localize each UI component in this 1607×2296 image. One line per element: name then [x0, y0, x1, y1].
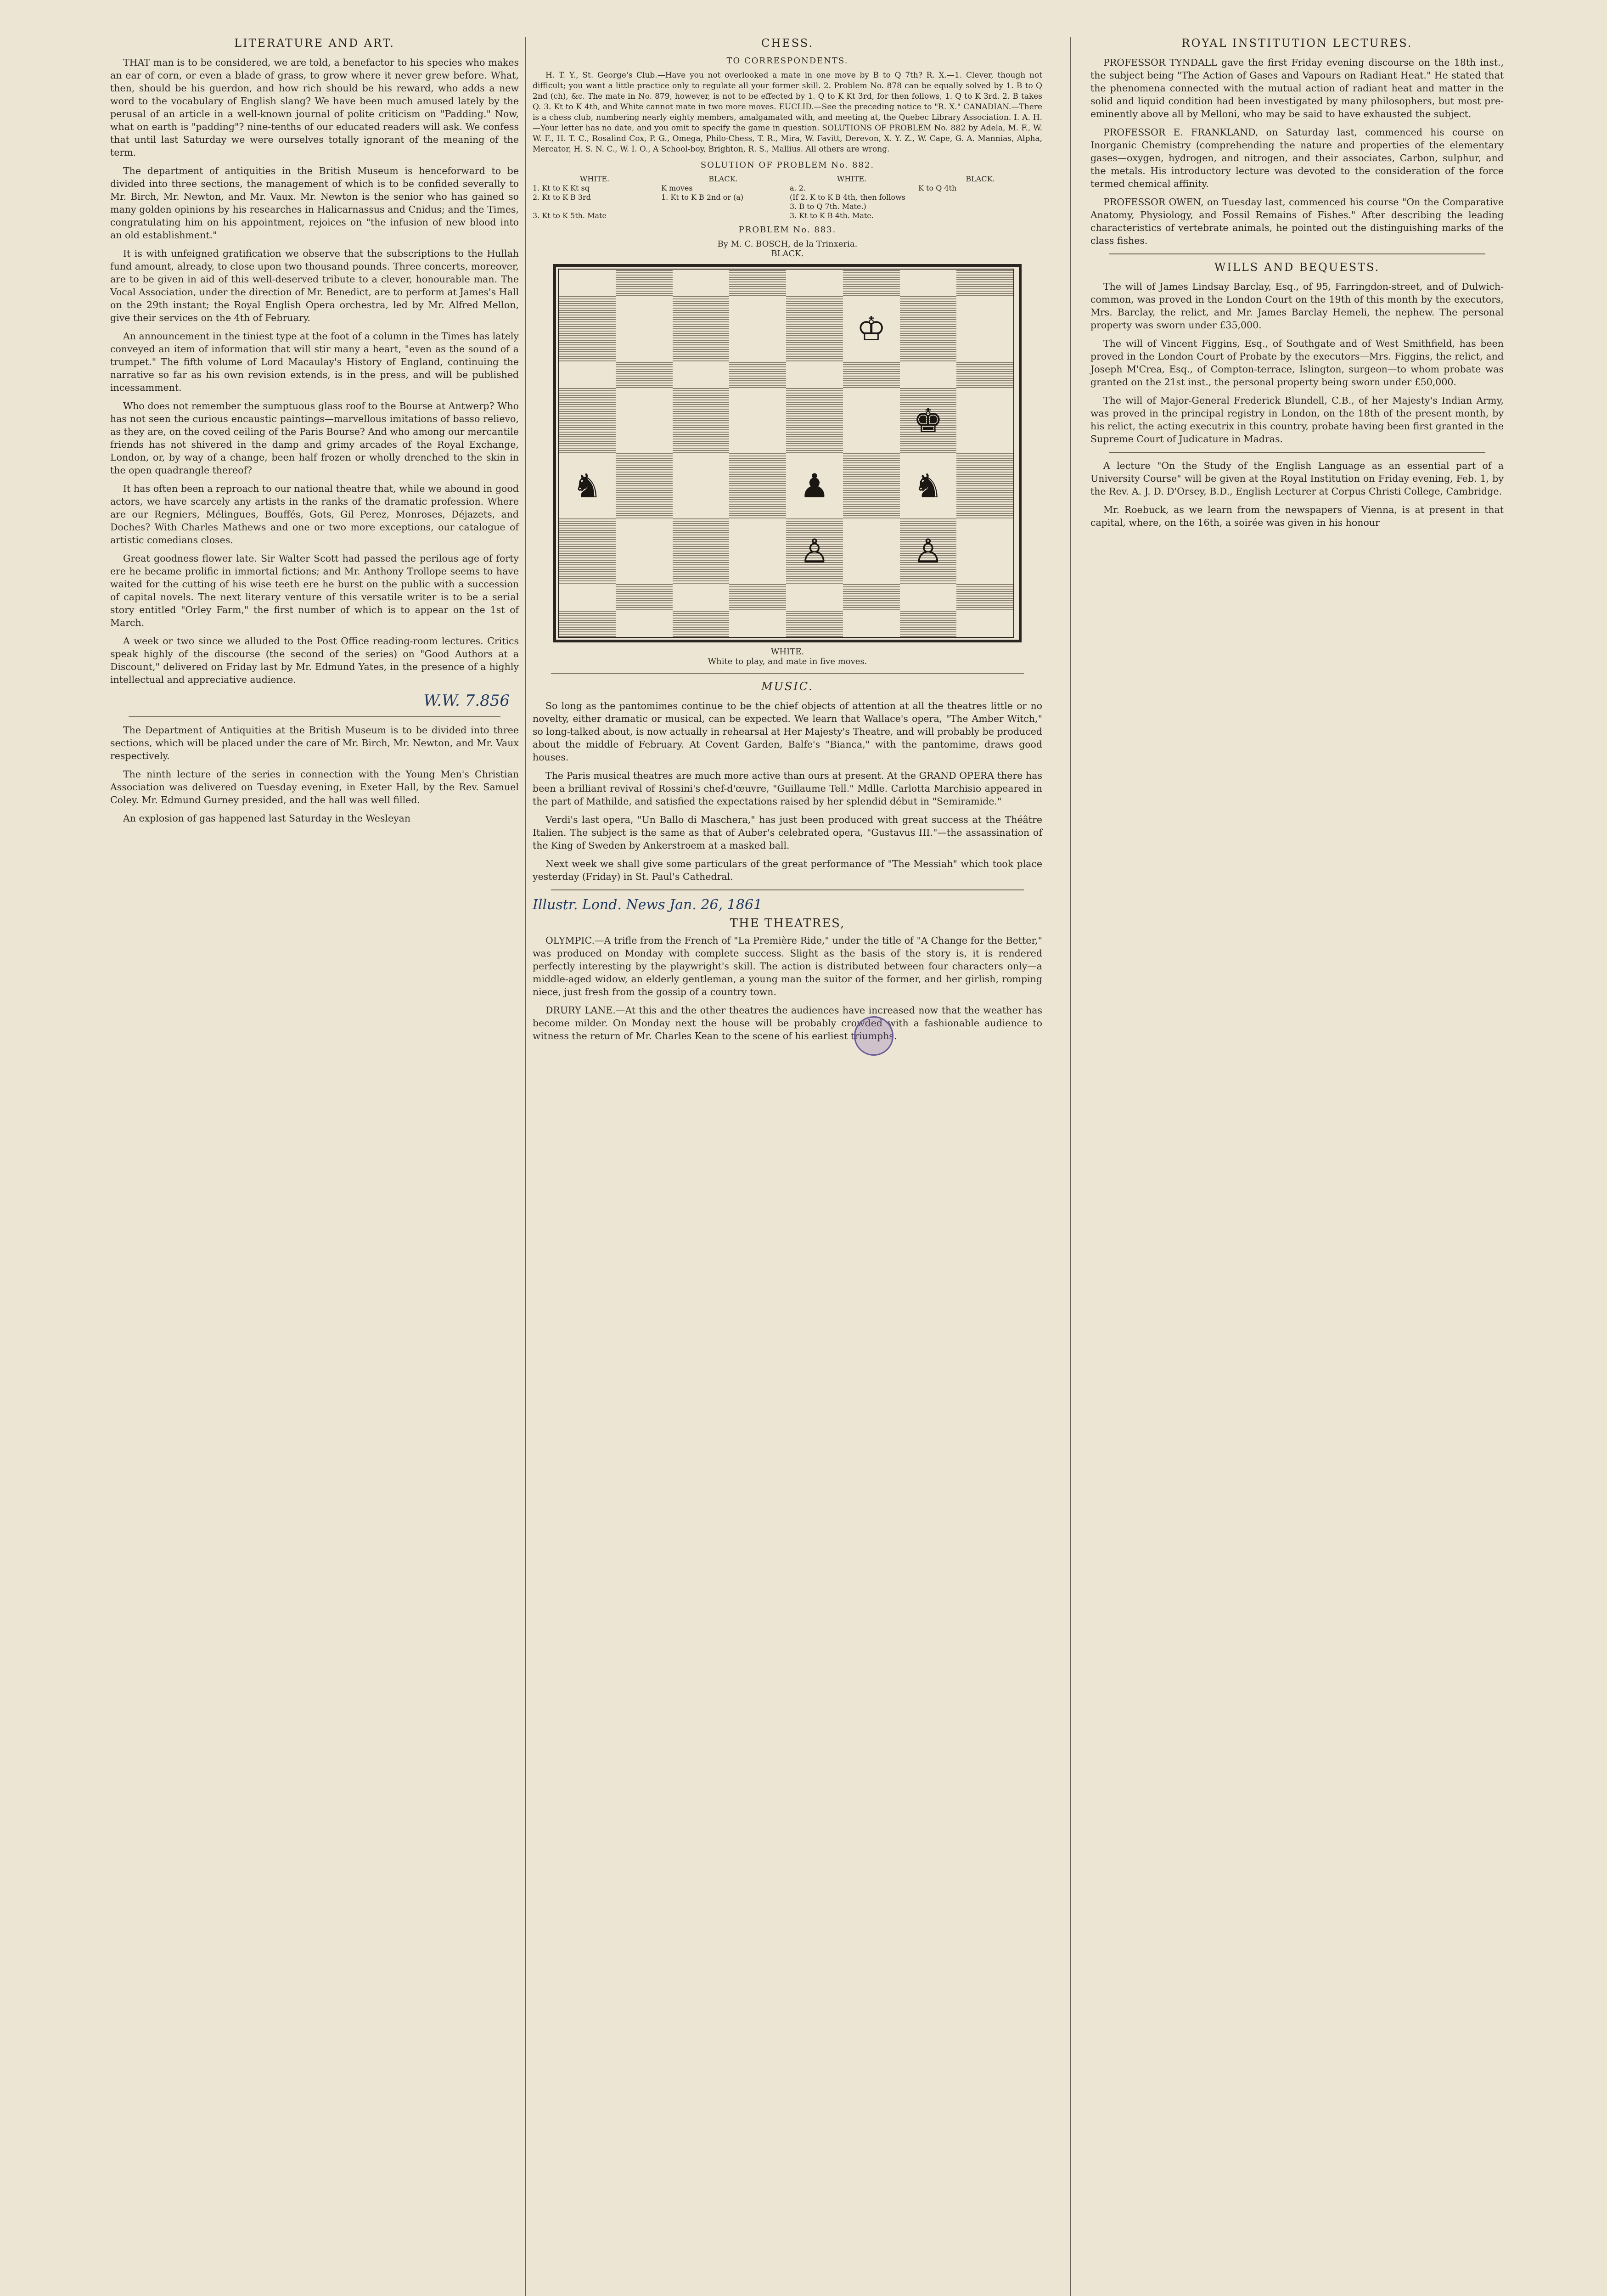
- board-square: [843, 296, 900, 361]
- board-square: [956, 361, 1013, 388]
- paragraph: THAT man is to be considered, we are told, a benefactor to his species who makes an ear of corn, or even a blade of grass, to grow where it never grew before. What, then, should be his guerdon, and how rich should be his reward, who adds a new word to the vocabulary of English slang? We have been much amused lately by the perusal of an article in a well-known journal of polite criticism on "Padding." Now, what on earth is "padding"? nine-tenths of our educated readers will ask. We confess that until last Saturday we were ourselves totally ignorant of the meaning of the term.: [110, 57, 519, 158]
- board-square: [900, 610, 957, 637]
- paragraph: An explosion of gas happened last Saturday in the Wesleyan: [123, 813, 411, 824]
- board-square: [559, 453, 616, 518]
- board-square: [559, 270, 616, 296]
- paragraph: Mr. Roebuck, as we learn from the newspapers of Vienna, is at present in that capital, where, on the 16th, a soirée was given in his honour: [1090, 504, 1504, 528]
- chess-grid: [558, 269, 1014, 638]
- board-square: [559, 518, 616, 584]
- royal-heading: ROYAL INSTITUTION LECTURES.: [1181, 37, 1413, 50]
- paragraph: PROFESSOR E. FRANKLAND, on Saturday last, commenced his course on Inorganic Chemistry (comprehending the nature and properties of the elementary gases—oxygen, hydrogen, and nitrogen, and their associates, Carbon, sulphur, and the metals. His introductory lecture was devoted to the consideration of the force termed chemical affinity.: [1090, 127, 1504, 189]
- board-square: [900, 453, 957, 518]
- solution-col-label: WHITE.: [837, 174, 867, 183]
- board-square: [956, 610, 1013, 637]
- wills-heading: WILLS AND BEQUESTS.: [1214, 261, 1380, 274]
- board-square: [786, 361, 843, 388]
- board-square: [616, 296, 673, 361]
- board-square: [559, 361, 616, 388]
- paragraph: The Paris musical theatres are much more active than ours at present. At the GRAND OPERA there has been a brilliant revival of Rossini's chef-d'œuvre, "Guillaume Tell." Mdlle. Carlotta Marchisio appeared in the part of Mathilde, and satisfied the expectations raised by her splendid début in "Semiramide.": [533, 770, 1042, 807]
- solution-moves: a. 2. (If 2. K to K B 4th, then follows 3. B to Q 7th. Mate.) 3. Kt to K B 4th. Mate.: [790, 184, 905, 220]
- theatres-heading: THE THEATRES,: [730, 917, 845, 930]
- handwritten-citation: Illustr. Lond. News Jan. 26, 1861: [533, 897, 763, 913]
- paragraph: The will of Major-General Frederick Blundell, C.B., of her Majesty's Indian Army, was proved in the principal registry in London, on the 18th of the present month, by his relict, the acting executrix in this country, probate having been first granted in the Supreme Court of Judicature in Madras.: [1090, 395, 1504, 445]
- board-square: [616, 453, 673, 518]
- chess-piece: ♟: [799, 467, 830, 505]
- solution-heading: SOLUTION OF PROBLEM No. 882.: [700, 160, 875, 170]
- paragraph: PROFESSOR TYNDALL gave the first Friday evening discourse on the 18th inst., the subject being "The Action of Gases and Vapours on Radiant Heat." He stated that the phenomena connected with the mutual action of radiant heat and matter in the solid and liquid condition had been investigated by many philosophers, but most pre-eminently above all by Melloni, who may be said to have exhausted the subject.: [1090, 57, 1504, 119]
- board-square: [900, 388, 957, 453]
- board-square: [729, 296, 786, 361]
- board-square: [559, 296, 616, 361]
- board-square: [616, 388, 673, 453]
- paragraph: PROFESSOR OWEN, on Tuesday last, commenced his course "On the Comparative Anatomy, Physiology, and Fossil Remains of Fishes." After describing the leading characteristics of vertebrate animals, he pointed out the distinguishing marks of the class fishes.: [1090, 197, 1504, 246]
- board-square: [729, 453, 786, 518]
- paragraph: Great goodness flower late. Sir Walter Scott had passed the perilous age of forty ere he became prolific in immortal fictions; and Mr. Anthony Trollope seems to have waited for the cutting of his wise teeth ere he burst on the public with a succession of capital novels. The next literary venture of this versatile writer is to be a serial story entitled "Orley Farm," the first number of which is to appear on the 1st of March.: [110, 553, 519, 628]
- column-rule: [1070, 37, 1071, 2296]
- board-square: [900, 361, 957, 388]
- paragraph: A week or two since we alluded to the Post Office reading-room lectures. Critics speak highly of the discourse (the second of the series) on "Good Authors at a Discount," delivered on Friday last by Mr. Edmund Yates, in the presence of a highly intellectual and appreciative audience.: [110, 636, 519, 685]
- theatres-section: [533, 897, 1042, 1042]
- music-heading: MUSIC.: [761, 680, 814, 693]
- paragraph: The will of James Lindsay Barclay, Esq., of 95, Farringdon-street, and of Dulwich-common, was proved in the London Court on the 19th of this month by the executors, Mrs. Barclay, the relict, and Mr. James Barclay Hemeli, the nephew. The personal property was sworn under £35,000.: [1090, 281, 1504, 331]
- chess-piece: ♔: [856, 310, 886, 348]
- board-square: [786, 296, 843, 361]
- chess-piece: ♞: [913, 467, 943, 505]
- pencil-note: W.W. 7.856: [423, 692, 510, 710]
- board-square: [729, 388, 786, 453]
- board-square: [673, 584, 730, 610]
- board-square: [956, 453, 1013, 518]
- royal-wills-column: [1090, 37, 1504, 535]
- column-rule: [525, 37, 526, 2296]
- chess-music-column: [533, 37, 1042, 1048]
- board-square: [559, 610, 616, 637]
- solution-moves: K to Q 4th: [918, 184, 957, 192]
- board-square: [786, 270, 843, 296]
- board-square: [559, 584, 616, 610]
- board-square: [786, 610, 843, 637]
- literature-column: [110, 37, 519, 830]
- chess-piece: ♞: [572, 467, 602, 505]
- chess-piece: ♚: [913, 401, 943, 440]
- board-square: [673, 453, 730, 518]
- paragraph: Next week we shall give some particulars of the great performance of "The Messiah" which took place yesterday (Friday) in St. Paul's Cathedral.: [533, 858, 1042, 882]
- board-square: [729, 584, 786, 610]
- paragraph: An announcement in the tiniest type at the foot of a column in the Times has lately conveyed an item of information that will stir many a heart, "even as the sound of a trumpet." The fifth volume of Lord Macaulay's History of England, continuing the narrative so far as his own revision extends, is in the press, and will be published incessamment.: [110, 331, 519, 393]
- board-square: [843, 518, 900, 584]
- board-square: [843, 270, 900, 296]
- paragraph: So long as the pantomimes continue to be the chief objects of attention at all the theatres little or no novelty, either dramatic or musical, can be expected. We learn that Wallace's opera, "The Amber Witch," so long-talked about, is now actually in rehearsal at Her Majesty's Theatre, and will probably be produced about the middle of February. At Covent Garden, Balfe's "Bianca," with the pantomime, draws good houses.: [533, 700, 1042, 763]
- solution-col-label: BLACK.: [966, 174, 995, 183]
- paragraph: The Department of Antiquities at the British Museum is to be divided into three sections, which will be placed under the care of Mr. Birch, Mr. Newton, and Mr. Vaux respectively.: [110, 725, 519, 761]
- literature-heading: LITERATURE AND ART.: [234, 37, 395, 50]
- board-square: [673, 361, 730, 388]
- paragraph: The department of antiquities in the British Museum is henceforward to be divided into three sections, the management of which is to be confided severally to Mr. Birch, Mr. Newton, and Mr. Vaux. Mr. Newton is the senior who has gained so many golden opinions by his researches in Halicarnassus and Cnidus; and the Times, congratulating him on his appointment, rejoices on "the infusion of new blood into an old establishment.": [110, 165, 519, 241]
- solution-moves: 1. Kt to K Kt sq 2. Kt to K B 3rd 3. Kt to K 5th. Mate: [533, 184, 607, 220]
- board-square: [956, 584, 1013, 610]
- problem-author: By M. C. BOSCH, de la Trinxeria.: [717, 239, 858, 249]
- board-square: [673, 610, 730, 637]
- board-square: [786, 453, 843, 518]
- board-square: [956, 270, 1013, 296]
- board-square: [900, 296, 957, 361]
- paragraph: Verdi's last opera, "Un Ballo di Maschera," has just been produced with great success at the Théâtre Italien. The subject is the same as that of Auber's celebrated opera, "Gustavus III."—the assassination of the King of Sweden by Ankerstroem at a masked ball.: [533, 814, 1042, 851]
- paragraph: The ninth lecture of the series in connection with the Young Men's Christian Association was delivered on Tuesday evening, in Exeter Hall, by the Rev. Samuel Coley. Mr. Edmund Gurney presided, and the hall was well filled.: [110, 769, 519, 805]
- correspondents-heading: TO CORRESPONDENTS.: [726, 56, 848, 66]
- board-square: [843, 453, 900, 518]
- chess-board: [553, 264, 1022, 642]
- board-square: [900, 584, 957, 610]
- board-square: [729, 610, 786, 637]
- board-square: [956, 296, 1013, 361]
- paragraph: It has often been a reproach to our national theatre that, while we abound in good actors, we have scarcely any artists in the ranks of the dramatic profession. Where are our Regniers, Mélingues, Bouffés, Gots, Gil Perez, Monroses, Déjazets, and Doches? With Charles Mathews and one or two more exceptions, our catalogue of artistic comedians closes.: [110, 483, 519, 546]
- board-square: [786, 388, 843, 453]
- board-square: [673, 518, 730, 584]
- problem-caption: White to play, and mate in five moves.: [708, 657, 867, 666]
- solution-col-label: WHITE.: [579, 174, 610, 183]
- board-square: [843, 610, 900, 637]
- board-square: [673, 388, 730, 453]
- correspondents-text: H. T. Y., St. George's Club.—Have you not overlooked a mate in one move by B to Q 7th? R. X.—1. Clever, though not difficult; you want a little practice only to regulate all your former skill. 2. Problem No. 878 can be equally solved by 1. B to Q 2nd (ch), &c. The mate in No. 879, however, is not to be effected by 1. Q to K Kt 3rd, for then follows, 1. Q to K 3rd. 2. B takes Q. 3. Kt to K 4th, and White cannot mate in two more moves. EUCLID.—See the preceding notice to "R. X." CANADIAN.—There is a chess club, numbering nearly eighty members, amalgamated with, and meeting at, the Quebec Library Association. I. A. H.—Your letter has no date, and you omit to specify the game in question. SOLUTIONS OF PROBLEM No. 882 by Adela, M. F., W. W. F., H. T. C., Rosalind Cox, P. G., Omega, Philo-Chess, T. R., Mira, W. Favitt, Derevon, X. Y. Z., W. Cape, G. A. Mannias, Alpha, Mercator, H. S. N. C., W. I. O., A School-boy, Brighton, R. S., Mallius. All others are wrong.: [533, 71, 1042, 154]
- board-square: [956, 388, 1013, 453]
- board-square: [843, 388, 900, 453]
- board-square: [729, 270, 786, 296]
- chess-piece: ♙: [913, 532, 943, 570]
- problem-title: PROBLEM No. 883.: [738, 225, 837, 235]
- board-square: [616, 610, 673, 637]
- divider: [551, 673, 1024, 674]
- board-square: [673, 270, 730, 296]
- black-label: BLACK.: [771, 249, 804, 259]
- board-square: [616, 270, 673, 296]
- board-square: [616, 361, 673, 388]
- divider: [1109, 253, 1485, 254]
- board-square: [673, 296, 730, 361]
- paragraph: OLYMPIC.—A trifle from the French of "La Première Ride," under the title of "A Change for the Better," was produced on Monday with complete success. Slight as the basis of the story is, it is rendered perfectly interesting by the playwright's skill. The action is distributed between four characters only—a middle-aged widow, an elderly gentleman, a young man the suitor of the former, and her girlish, romping niece, just fresh from the gossip of a country town.: [533, 935, 1042, 997]
- board-square: [843, 584, 900, 610]
- library-stamp: [854, 1016, 893, 1056]
- paragraph: Who does not remember the sumptuous glass roof to the Bourse at Antwerp? Who has not seen the curious encaustic paintings—marvellous imitations of basso relievo, as they are, on the coved ceiling of the Paris Bourse? And who among our mercantile friends has not shivered in the damp and grimy arcades of the Royal Exchange, London, or, by way of a change, been half frozen or wholly drenched to the skin in the open quadrangle thereof?: [110, 400, 519, 476]
- solution-col-label: BLACK.: [708, 174, 738, 183]
- divider: [551, 889, 1024, 890]
- board-square: [900, 270, 957, 296]
- board-square: [786, 584, 843, 610]
- paragraph: DRURY LANE.—At this and the other theatres the audiences have increased now that the weather has become milder. On Monday next the house will be probably crowded with a fashionable audience to witness the return of Mr. Charles Kean to the scene of his earliest triumphs.: [533, 1005, 1042, 1041]
- board-square: [616, 584, 673, 610]
- chess-piece: ♙: [799, 532, 830, 570]
- board-square: [729, 518, 786, 584]
- board-square: [729, 361, 786, 388]
- white-label: WHITE.: [770, 647, 804, 657]
- chess-heading: CHESS.: [761, 37, 814, 50]
- board-square: [559, 388, 616, 453]
- board-square: [616, 518, 673, 584]
- divider: [129, 716, 500, 717]
- board-square: [786, 518, 843, 584]
- divider: [1109, 452, 1485, 453]
- board-square: [956, 518, 1013, 584]
- solution-table: [533, 174, 1042, 220]
- solution-moves: K moves 1. Kt to K B 2nd or (a): [661, 184, 744, 202]
- paragraph: It is with unfeigned gratification we observe that the subscriptions to the Hullah fund amount, already, to close upon two thousand pounds. Three concerts, moreover, are to be given in aid of this well-deserved tribute to a clever, honourable man. The Vocal Association, under the direction of Mr. Benedict, are to perform at James's Hall on the 29th instant; the Royal English Opera orchestra, led by Mr. Alfred Mellon, give their services on the 4th of February.: [110, 248, 519, 323]
- paragraph: The will of Vincent Figgins, Esq., of Southgate and of West Smithfield, has been proved in the London Court of Probate by the executors—Mrs. Figgins, the relict, and Joseph M'Crea, Esq., of Compton-terrace, Islington, surgeon—to whom probate was granted on the 21st inst., the personal property being sworn under £50,000.: [1090, 338, 1504, 388]
- board-square: [900, 518, 957, 584]
- paragraph: A lecture "On the Study of the English Language as an essential part of a University Course" will be given at the Royal Institution on Friday evening, Feb. 1, by the Rev. A. J. D. D'Orsey, B.D., English Lecturer at Corpus Christi College, Cambridge.: [1090, 460, 1504, 497]
- board-square: [843, 361, 900, 388]
